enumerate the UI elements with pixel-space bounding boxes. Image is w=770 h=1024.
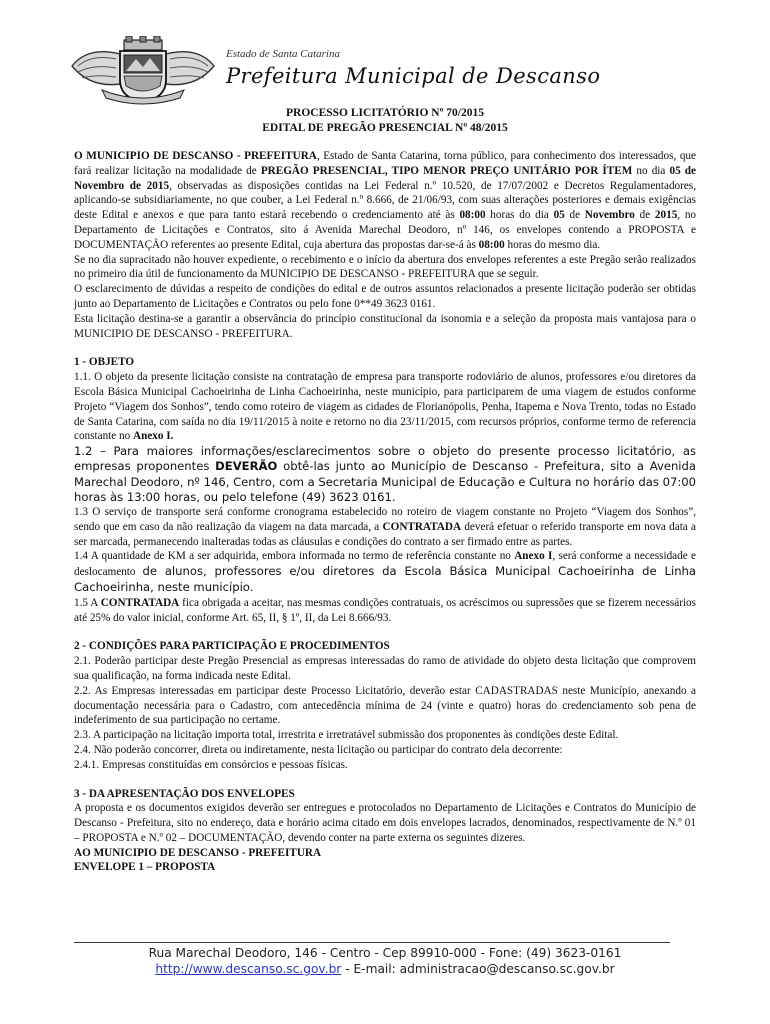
bold-text: O MUNICIPIO DE DESCANSO - PREFEITURA — [74, 150, 317, 162]
section-2-heading: 2 - CONDIÇÕES PARA PARTICIPAÇÃO E PROCEDIMENTOS — [74, 640, 390, 653]
clarification-paragraph: O esclarecimento de dúvidas a respeito de condições do edital e de outros assuntos relacionados a presente licitação poderão ser obtidas junto ao Departamento de Licitações e Contratos ou pelo fone 0**49 3623 0161. — [74, 283, 696, 310]
letterhead — [66, 36, 706, 106]
bold-text: CONTRATADA — [382, 520, 462, 533]
clause-1-5 — [74, 596, 696, 626]
text: , Estado de Santa Catarina, torna público, para conhecimento dos interessados, que fará realizar licitação na modalidade de — [74, 150, 696, 177]
process-number: PROCESSO LICITATÓRIO Nº 70/2015 — [286, 107, 484, 119]
text: 1.1. O objeto da presente licitação consiste na contratação de empresa para transporte rodoviário de alunos, professores e/ou diretores da Escola Básica Municipal Cachoeirinha de Linha Cachoeirinha, neste município, para participarem de uma viagem de estudos conforme Projeto “Viagem dos Sonhos”, tendo como roteiro de viagem as cidades de Florianópolis, Penha, Itapema e Nova Trento, todas no Estado de Santa Catarina, com saída no dia 19/11/2015 à noite e retorno no dia 23/11/2015, com recursos próprios, conforme termo de referencia constante no — [74, 371, 696, 443]
spacer — [74, 341, 696, 355]
clause-2-1: 2.1. Poderão participar deste Pregão Presencial as empresas interessadas do ramo de atividade do objeto desta licitação que comprovem sua qualificação, na forma indicada neste Edital. — [74, 655, 696, 682]
clause-2-2: 2.2. As Empresas interessadas em participar deste Processo Licitatório, deverão estar CADASTRADAS neste Município, anexando a documentação necessária para o Cadastro, com antecedência mínima de 24 (vinte e quatro) horas do credenciamento sob pena de indeferimento de sua participação no certame. — [74, 684, 696, 727]
section-3-paragraph: A proposta e os documentos exigidos deverão ser entregues e protocolados no Departamento de Licitações e Contratos do Município de Descanso - Prefeitura, sito no endereço, data e horário acima citado em dois envelopes lacrados, denominados, respectivamente de N.º 01 – PROPOSTA e N.º 02 – DOCUMENTAÇÃO, devendo conter na parte externa os seguintes dizeres. — [74, 802, 696, 844]
bold-text: Anexo I. — [133, 430, 174, 443]
state-name: Estado de Santa Catarina — [226, 48, 340, 60]
no-business-day-paragraph: Se no dia supracitado não houver expediente, o recebimento e o início da abertura dos envelopes referentes a este Pregão serão realizados no primeiro dia útil de funcionamento da MUNICIPIO DE DESCANSO - PREFEITURA que se seguir. — [74, 253, 696, 281]
website-link[interactable]: http://www.descanso.sc.gov.br — [155, 962, 342, 976]
text: , será conforme a necessidade e deslocamento — [74, 550, 697, 579]
section-1-heading: 1 - OBJETO — [74, 356, 135, 369]
text: , no Departamento de Licitações e Contratos, sito á Avenida Marechal Deodoro, nº 146, os envelopes contendo a PROPOSTA e DOCUMENTAÇÃO referentes ao presente Edital, cuja abertura das propostas dar-se-á às — [74, 209, 697, 251]
bold-text: Novembro — [584, 209, 635, 222]
intro-paragraph — [74, 149, 696, 253]
municipal-coat-of-arms-icon — [68, 36, 218, 106]
purpose-paragraph: Esta licitação destina-se a garantir a observância do princípio constitucional da isonomia e a seleção da proposta mais vantajosa para o MUNICIPIO DE DESCANSO - PREFEITURA. — [74, 312, 696, 340]
envelope-address-line: AO MUNICIPIO DE DESCANSO - PREFEITURA — [74, 846, 322, 859]
text: horas do mesmo dia. — [504, 238, 601, 251]
text: 1.2 – Para maiores informações/esclarecimentos sobre o objeto do presente processo licitatório, as empresas proponentes — [74, 444, 696, 474]
clause-1-3 — [74, 505, 696, 549]
page-footer — [0, 945, 770, 977]
bold-text: 08:00 — [459, 209, 486, 222]
footer-contact — [0, 961, 770, 977]
bold-text: DEVERÃO — [215, 459, 278, 474]
text: 1.4 A quantidade de KM a ser adquirida, embora informada no termo de referência constante no — [74, 550, 515, 563]
text: no dia — [632, 164, 670, 177]
text: de — [564, 209, 585, 222]
text: de — [634, 209, 655, 222]
text: horas do dia — [485, 209, 554, 222]
footer-address: Rua Marechal Deodoro, 146 - Centro - Cep 89910-000 - Fone: (49) 3623-0161 — [148, 946, 622, 960]
document-titles — [0, 106, 770, 136]
text: de alunos, professores e/ou diretores da Escola Básica Municipal Cachoeirinha de Linha Cachoeirinha, neste município. — [74, 564, 696, 594]
bold-text: 05 de Novembro de 2015 — [74, 164, 696, 192]
text: obtê-las junto ao Município de Descanso - Prefeitura, sito a Avenida Marechal Deodoro, nº 146, Centro, com a Secretaria Municipal de Educação e Cultura no horário das 07:00 horas às 13:00 horas, ou pelo telefone (49) 3623 0161. — [74, 459, 696, 504]
clause-1-4 — [74, 549, 696, 595]
text: , observadas as disposições contidas na Lei Federal n.º 10.520, de 17/07/2002 e Decretos Regulamentadores, aplicando-se subsidiariamente, no que couber, a Lei Federal n.º 8.666, de 21/06/93, com suas alterações posteriores e demais exigências deste Edital e anexos e que para tanto estará recebendo o credenciamento até às — [74, 179, 696, 222]
edital-number: EDITAL DE PREGÃO PRESENCIAL Nº 48/2015 — [262, 122, 508, 134]
bold-text: 2015 — [654, 209, 678, 222]
bold-text: Anexo I — [514, 550, 553, 563]
spacer — [74, 773, 696, 787]
spacer — [74, 625, 696, 639]
bold-text: PREGÃO PRESENCIAL, TIPO MENOR PREÇO UNITÁRIO POR ÍTEM — [260, 164, 633, 177]
section-3-heading: 3 - DA APRESENTAÇÃO DOS ENVELOPES — [74, 787, 295, 800]
city-hall-name: Prefeitura Municipal de Descanso — [226, 64, 601, 88]
text: 1.3 O serviço de transporte será conforme cronograma estabelecido no roteiro de viagem constante no Projeto “Viagem dos Sonhos”, sendo que em caso da não realização da viagem na data marcada, a — [74, 505, 696, 533]
document-body — [74, 149, 696, 875]
text: deverá efetuar o referido transporte em nova data a ser marcada, permanecendo inalteradas todas as cláusulas e condições do contrato a ser firmado entre as partes. — [74, 520, 696, 548]
clause-2-4: 2.4. Não poderão concorrer, direta ou indiretamente, nesta licitação ou participar do contrato dela decorrente: — [74, 743, 563, 756]
footer-divider — [74, 942, 670, 943]
clause-1-1 — [74, 370, 696, 444]
footer-email: - E-mail: administracao@descanso.sc.gov.br — [345, 962, 615, 976]
text: 1.5 A — [74, 596, 101, 609]
bold-text: 05 — [553, 209, 565, 222]
clause-2-3: 2.3. A participação na licitação importa total, irrestrita e irretratável submissão dos proponentes às condições deste Edital. — [74, 729, 619, 742]
envelope-label-line: ENVELOPE 1 – PROPOSTA — [74, 861, 216, 874]
bold-text: CONTRATADA — [100, 596, 180, 609]
clause-1-2 — [74, 444, 696, 505]
text: fica obrigada a aceitar, nas mesmas condições contratuais, os acréscimos ou supressões que se fizerem necessários até 25% do valor inicial, conforme Art. 65, II, § 1º, II, da Lei 8.666/93. — [74, 596, 697, 624]
clause-2-4-1: 2.4.1. Empresas constituídas em consórcios e pessoas físicas. — [74, 758, 348, 771]
bold-text: 08:00 — [478, 238, 505, 251]
